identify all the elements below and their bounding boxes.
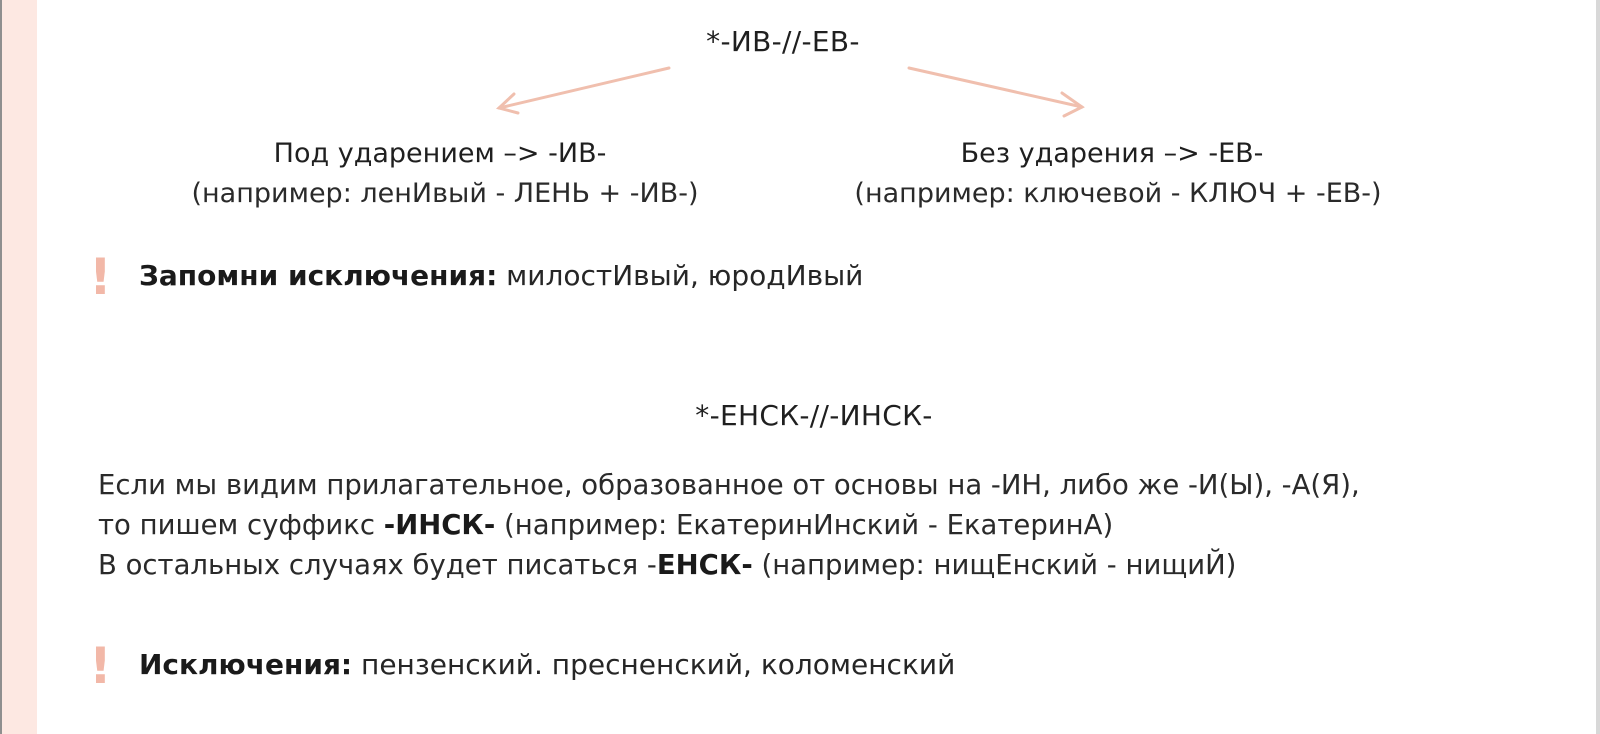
left-edge-border (0, 0, 2, 734)
rule-line-2 (98, 509, 1113, 541)
exceptions-note-1 (139, 259, 863, 292)
right-branch-title: Без ударения –> -ЕВ- (960, 138, 1264, 169)
exceptions-text: пензенский. пресненский, коломенский (352, 648, 956, 681)
left-branch-title: Под ударением –> -ИВ- (273, 138, 607, 169)
exceptions-note-2 (139, 648, 955, 681)
suffix-ensk: ЕНСК- (656, 549, 753, 581)
exclamation-icon: ! (89, 637, 112, 695)
exclamation-icon: ! (89, 248, 112, 306)
suffix-insk: -ИНСК- (383, 509, 496, 541)
rule-line-3-start: В остальных случаях будет писаться - (98, 549, 657, 581)
right-arrow-head (1062, 93, 1082, 116)
exceptions-label: Запомни исключения: (139, 259, 498, 292)
left-accent-stripe (0, 0, 37, 734)
left-branch-example: (например: ленИвый - ЛЕНЬ + -ИВ-) (191, 178, 699, 209)
right-edge-border (1596, 0, 1600, 734)
left-arrow-line (499, 68, 669, 108)
rule-line-2-example: (например: ЕкатеринИнский - ЕкатеринА) (495, 509, 1114, 541)
exceptions-label: Исключения: (139, 648, 353, 681)
right-branch-example: (например: ключевой - КЛЮЧ + -ЕВ-) (854, 178, 1382, 209)
left-arrow-head (499, 94, 518, 113)
exceptions-text: милостИвый, юродИвый (497, 259, 864, 292)
rule-line-3-example: (например: нищЕнский - нищиЙ) (752, 549, 1237, 581)
rule-line-1: Если мы видим прилагательное, образованное от основы на -ИН, либо же -И(Ы), -А(Я), (98, 469, 1360, 501)
section2-heading: *-ЕНСК-//-ИНСК- (695, 399, 933, 432)
rule-line-2-start: то пишем суффикс (98, 509, 384, 541)
right-arrow-line (909, 68, 1082, 107)
rule-line-3 (98, 549, 1236, 581)
section1-heading: *-ИВ-//-ЕВ- (706, 25, 860, 58)
